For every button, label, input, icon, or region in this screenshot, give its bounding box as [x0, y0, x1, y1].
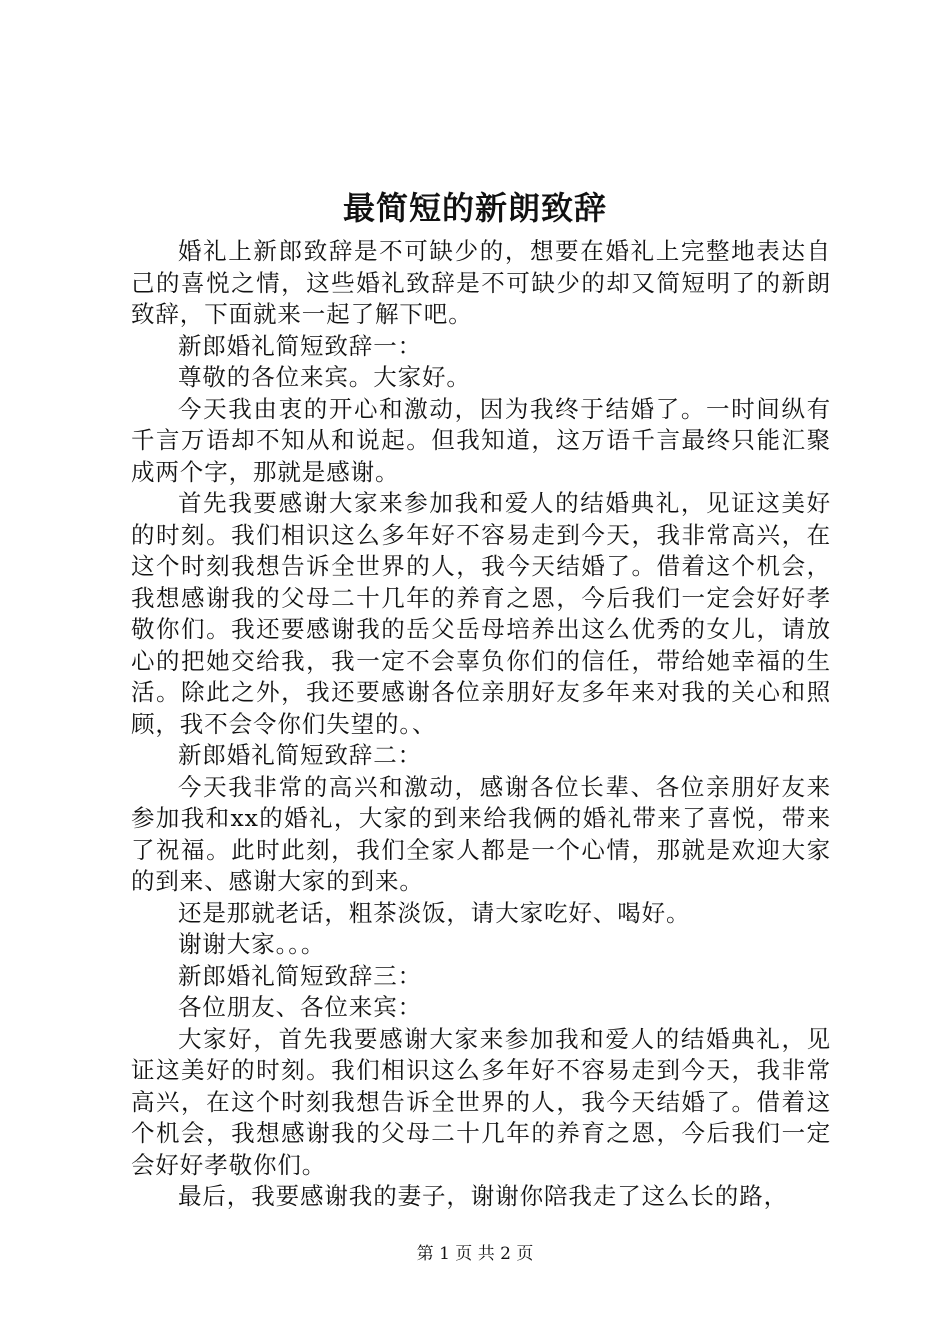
document-title: 最简短的新朗致辞 [342, 189, 607, 227]
paragraph: 大家好，首先我要感谢大家来参加我和爱人的结婚典礼，见证这美好的时刻。我们相识这么多年好不容易走到今天，我非常高兴，在这个时刻我想告诉全世界的人，我今天结婚了。借着这个机会，我想感谢我的父母二十几年的养育之恩，今后我们一定会好好孝敬你们。 [131, 1024, 831, 1179]
section-heading-two: 新郎婚礼简短致辞二： [178, 741, 422, 769]
paragraph: 首先我要感谢大家来参加我和爱人的结婚典礼，见证这美好的时刻。我们相识这么多年好不容易走到今天，我非常高兴，在这个时刻我想告诉全世界的人，我今天结婚了。借着这个机会，我想感谢我的父母二十几年的养育之恩，今后我们一定会好好孝敬你们。我还要感谢我的岳父岳母培养出这么优秀的女儿，请放心的把她交给我，我一定不会辜负你们的信任，带给她幸福的生活。除此之外，我还要感谢各位亲朋好友多年来对我的关心和照顾，我不会令你们失望的。、 [131, 489, 831, 738]
paragraph: 各位朋友、各位来宾： [178, 993, 422, 1021]
paragraph: 尊敬的各位来宾。大家好。 [178, 363, 471, 391]
section-heading-one: 新郎婚礼简短致辞一： [178, 331, 422, 360]
paragraph: 今天我非常的高兴和激动，感谢各位长辈、各位亲朋好友来参加我和xx的婚礼，大家的到来给我俩的婚礼带来了喜悦，带来了祝福。此时此刻，我们全家人都是一个心情，那就是欢迎大家的到来、感谢大家的到来。 [131, 772, 831, 895]
paragraph: 最后，我要感谢我的妻子，谢谢你陪我走了这么长的路， [178, 1182, 788, 1210]
section-heading-three: 新郎婚礼简短致辞三： [178, 961, 422, 990]
paragraph: 谢谢大家。。。 [178, 930, 326, 958]
document-body [131, 236, 831, 1213]
paragraph-intro: 婚礼上新郎致辞是不可缺少的，想要在婚礼上完整地表达自己的喜悦之情，这些婚礼致辞是不可缺少的却又简短明了的新朗致辞，下面就来一起了解下吧。 [131, 237, 831, 328]
paragraph: 今天我由衷的开心和激动，因为我终于结婚了。一时间纵有千言万语却不知从和说起。但我知道，这万语千言最终只能汇聚成两个字，那就是感谢。 [131, 394, 831, 486]
paragraph: 还是那就老话，粗茶淡饭，请大家吃好、喝好。 [178, 898, 691, 927]
page-number-footer: 第 1 页 共 2 页 [416, 1244, 534, 1264]
